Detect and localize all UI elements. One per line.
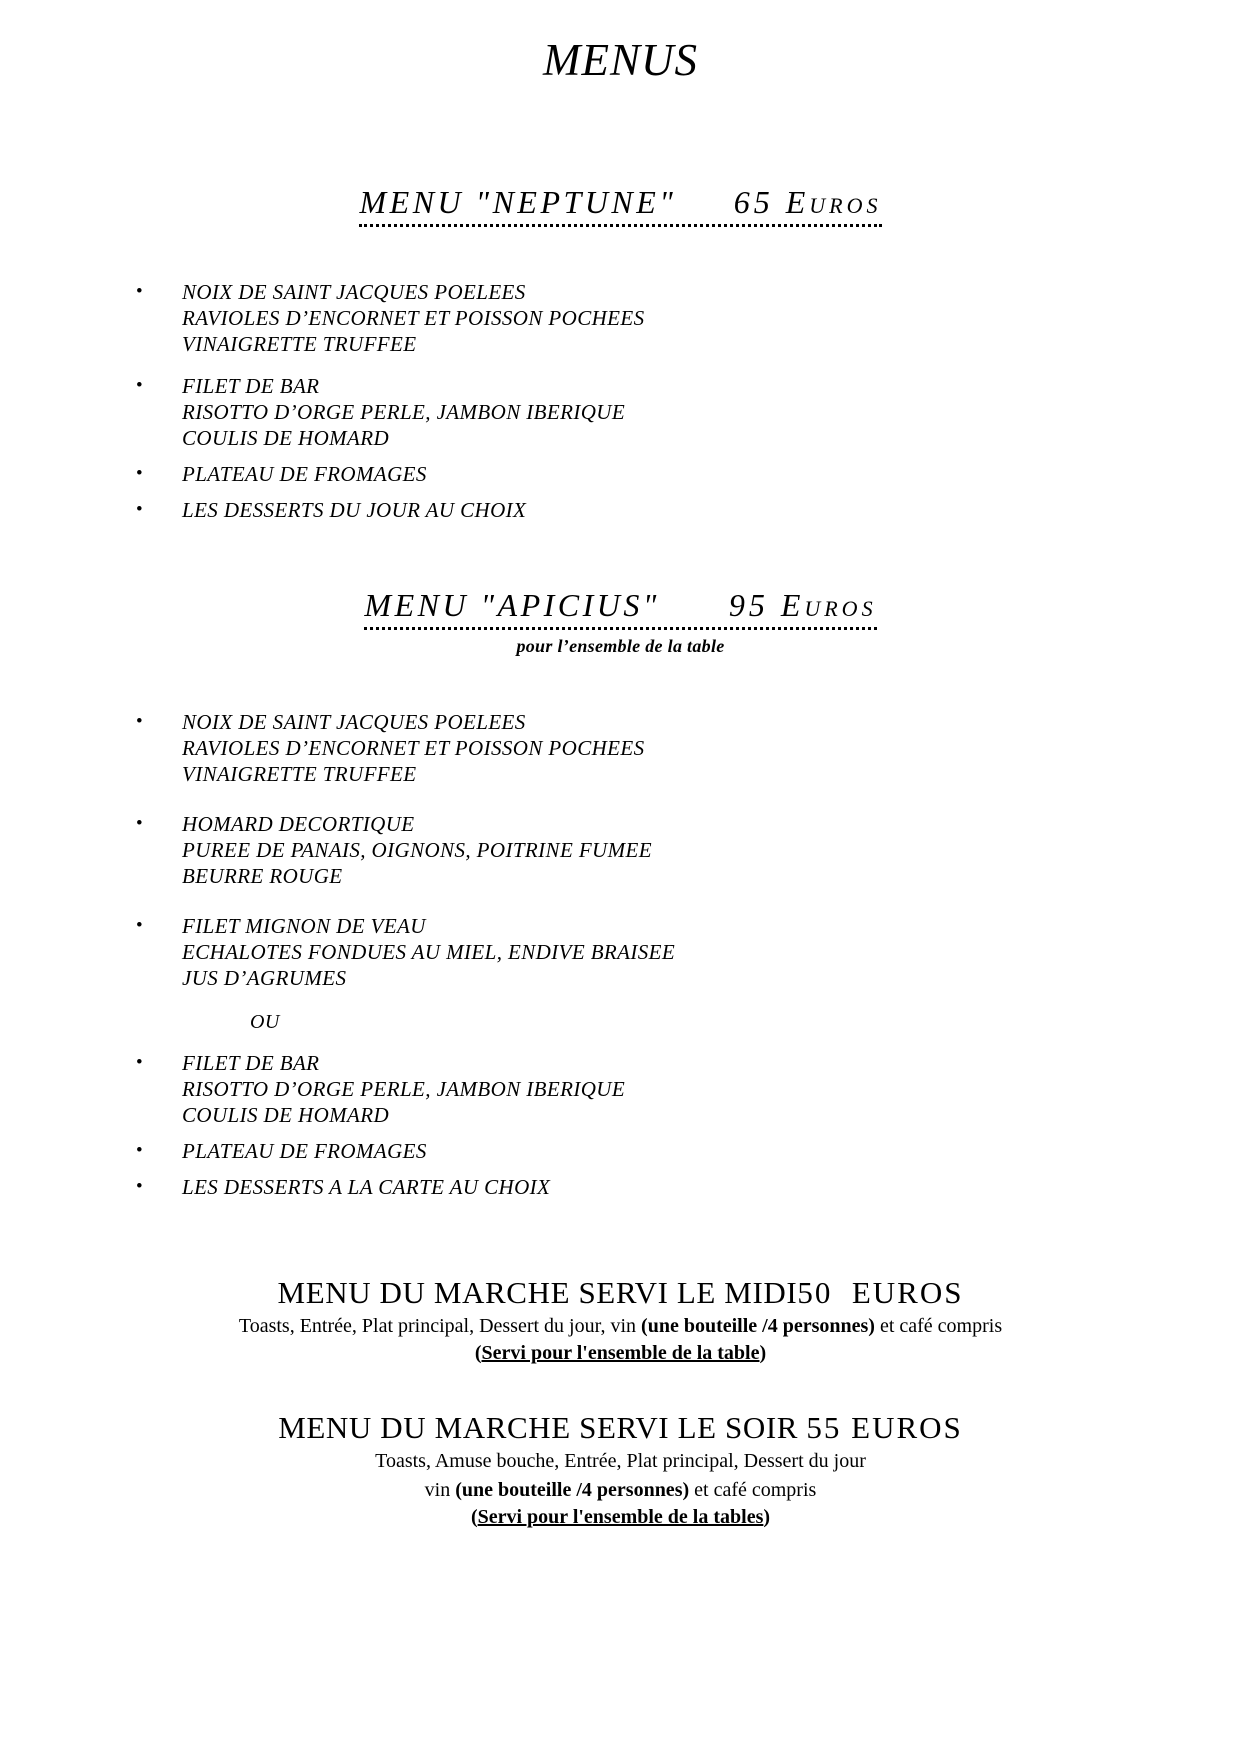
note-open-paren: ( [474,1341,482,1364]
spacer [0,86,1241,182]
menu-apicius-price: 95 Euros [728,586,877,623]
market-soir-price: 55 EUROS [806,1409,963,1445]
item-line: FILET MIGNON DE VEAU [182,913,426,938]
market-midi-price: 50 EUROS [797,1274,964,1310]
market-soir-note-text: Servi pour l'ensemble de la tables [477,1505,764,1528]
market-soir-desc2-pre: vin [424,1478,456,1501]
list-item [0,1174,1241,1200]
item-line: FILET DE BAR [182,1050,320,1075]
item-line: PLATEAU DE FROMAGES [182,461,427,486]
item-line: RAVIOLES D’ENCORNET ET POISSON POCHEES [182,735,645,760]
market-soir-title: MENU DU MARCHE SERVI LE SOIR [278,1409,799,1445]
alternative-separator: OU [250,1010,280,1033]
list-item [0,913,1241,991]
item-line: VINAIGRETTE TRUFFEE [182,331,417,356]
bullet-icon: • [136,374,143,396]
menu-apicius-subtitle: pour l’ensemble de la table [516,635,725,656]
bullet-icon: • [136,462,143,484]
item-line: LES DESSERTS A LA CARTE AU CHOIX [182,1174,551,1199]
bullet-icon: • [136,914,143,936]
bullet-icon: • [136,710,143,732]
item-line: RAVIOLES D’ENCORNET ET POISSON POCHEES [182,305,645,330]
menu-apicius-items-after [0,1050,1241,1200]
market-midi-desc-pre: Toasts, Entrée, Plat principal, Dessert du jour, vin [238,1314,642,1337]
menu-heading-apicius [0,585,1241,630]
spacer [0,523,1241,585]
market-midi-note-text: Servi pour l'ensemble de la table [481,1341,760,1364]
market-midi-description [0,1313,1241,1340]
item-line: VINAIGRETTE TRUFFEE [182,761,417,786]
item-line: COULIS DE HOMARD [182,425,390,450]
menu-neptune-items [0,279,1241,523]
list-item [0,811,1241,889]
market-midi-desc-post: et café compris [874,1314,1003,1337]
market-menu-soir [0,1409,1241,1529]
list-item [0,1050,1241,1128]
list-item [0,279,1241,357]
item-line: PLATEAU DE FROMAGES [182,1138,427,1163]
item-line: ECHALOTES FONDUES AU MIEL, ENDIVE BRAISEE [182,939,676,964]
item-line: JUS D’AGRUMES [182,965,347,990]
menu-heading-neptune-text [359,182,881,227]
note-close-paren: ) [763,1505,771,1528]
spacer [0,1200,1241,1274]
spacer [0,1365,1241,1409]
bullet-icon: • [136,1139,143,1161]
market-soir-note [0,1506,1241,1529]
list-item [0,1138,1241,1164]
market-soir-desc2-post: et café compris [689,1478,817,1501]
market-midi-title-row [0,1274,1241,1311]
item-line: FILET DE BAR [182,373,320,398]
item-line: LES DESSERTS DU JOUR AU CHOIX [182,497,527,522]
menu-apicius-name: MENU "APICIUS" [364,586,660,623]
menu-heading-neptune [0,182,1241,227]
item-line: HOMARD DECORTIQUE [182,811,415,836]
menu-neptune-name: MENU "NEPTUNE" [359,183,677,220]
market-midi-note [0,1342,1241,1365]
market-soir-title-row [0,1409,1241,1446]
item-line: PUREE DE PANAIS, OIGNONS, POITRINE FUMEE [182,837,652,862]
menu-heading-apicius-text [364,585,876,630]
market-soir-desc2-bold: (une bouteille /4 personnes) [455,1478,690,1501]
menu-apicius-items [0,709,1241,991]
bullet-icon: • [136,498,143,520]
list-item [0,497,1241,523]
note-open-paren: ( [470,1505,478,1528]
market-midi-title: MENU DU MARCHE SERVI LE MIDI [277,1274,798,1310]
list-item [0,709,1241,787]
market-menu-midi [0,1274,1241,1365]
bullet-icon: • [136,1175,143,1197]
market-soir-description-line2 [0,1477,1241,1504]
bullet-icon: • [136,1051,143,1073]
market-soir-description-line1: Toasts, Amuse bouche, Entrée, Plat principal, Dessert du jour [375,1449,866,1472]
list-item [0,373,1241,451]
market-midi-desc-bold: (une bouteille /4 personnes) [641,1314,875,1337]
menu-neptune-price: 65 Euros [733,183,882,220]
item-line: NOIX DE SAINT JACQUES POELEES [182,709,526,734]
list-item [0,461,1241,487]
item-line: COULIS DE HOMARD [182,1102,390,1127]
bullet-icon: • [136,280,143,302]
note-close-paren: ) [759,1341,767,1364]
item-line: BEURRE ROUGE [182,863,343,888]
item-line: RISOTTO D’ORGE PERLE, JAMBON IBERIQUE [182,1076,626,1101]
page-title: MENUS [543,35,698,85]
bullet-icon: • [136,812,143,834]
item-line: RISOTTO D’ORGE PERLE, JAMBON IBERIQUE [182,399,626,424]
spacer [0,657,1241,693]
item-line: NOIX DE SAINT JACQUES POELEES [182,279,526,304]
spacer [0,227,1241,263]
